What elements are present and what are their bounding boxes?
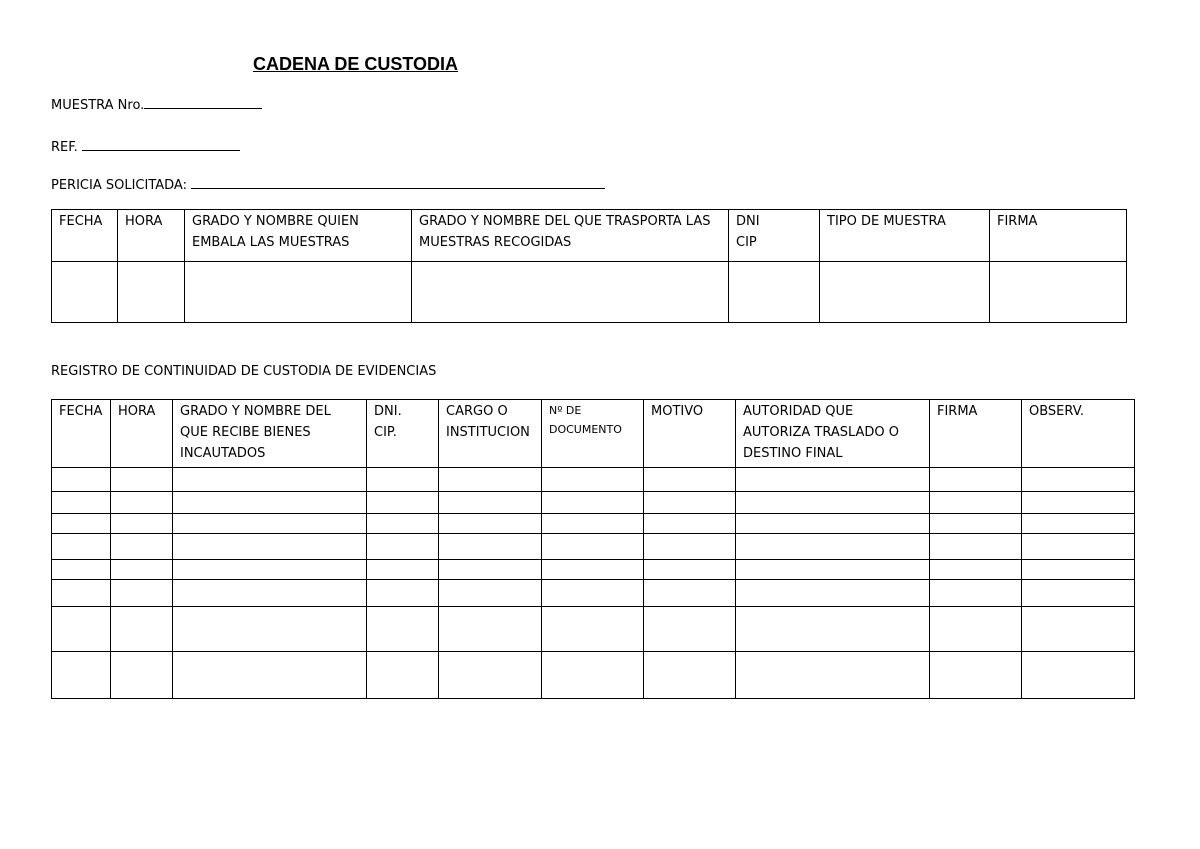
table-cell[interactable] <box>1022 652 1135 699</box>
table-cell[interactable] <box>930 607 1022 652</box>
table-cell[interactable] <box>990 262 1127 323</box>
table-cell[interactable] <box>542 580 644 607</box>
document-title: CADENA DE CUSTODIA <box>253 54 459 74</box>
table-cell[interactable] <box>439 560 542 580</box>
table-cell[interactable] <box>542 514 644 534</box>
custodia-table-body <box>52 468 1135 699</box>
table-cell[interactable] <box>52 560 111 580</box>
table-row <box>52 468 1135 492</box>
table-cell[interactable] <box>644 652 736 699</box>
table-cell[interactable] <box>52 607 111 652</box>
table-cell[interactable] <box>930 534 1022 560</box>
header-documento: Nº DE DOCUMENTO <box>542 400 644 468</box>
table-cell[interactable] <box>52 468 111 492</box>
table-cell[interactable] <box>111 492 173 514</box>
table-row <box>52 560 1135 580</box>
pericia-field <box>51 175 605 193</box>
table-row <box>52 607 1135 652</box>
table-cell[interactable] <box>367 580 439 607</box>
header-fecha: FECHA <box>52 210 118 262</box>
pericia-blank[interactable] <box>191 175 605 189</box>
table-cell[interactable] <box>173 534 367 560</box>
table-cell[interactable] <box>1022 580 1135 607</box>
table-cell[interactable] <box>1022 468 1135 492</box>
table-cell[interactable] <box>111 468 173 492</box>
table-cell[interactable] <box>1022 560 1135 580</box>
table-cell[interactable] <box>439 534 542 560</box>
table-cell[interactable] <box>729 262 820 323</box>
table-cell[interactable] <box>542 652 644 699</box>
table-cell[interactable] <box>644 492 736 514</box>
table-row <box>52 534 1135 560</box>
table-row <box>52 492 1135 514</box>
table-cell[interactable] <box>736 492 930 514</box>
header-hora: HORA <box>118 210 185 262</box>
table-cell[interactable] <box>52 262 118 323</box>
table-cell[interactable] <box>736 534 930 560</box>
table-cell[interactable] <box>367 468 439 492</box>
table-cell[interactable] <box>930 580 1022 607</box>
table-cell[interactable] <box>644 534 736 560</box>
header-observ: OBSERV. <box>1022 400 1135 468</box>
table-cell[interactable] <box>542 492 644 514</box>
table-cell[interactable] <box>736 607 930 652</box>
ref-blank[interactable] <box>82 137 240 151</box>
header-fecha: FECHA <box>52 400 111 468</box>
header-transporta: GRADO Y NOMBRE DEL QUE TRASPORTA LAS MUESTRAS RECOGIDAS <box>412 210 729 262</box>
header-motivo: MOTIVO <box>644 400 736 468</box>
table-row <box>52 514 1135 534</box>
table-cell[interactable] <box>185 262 412 323</box>
table-cell[interactable] <box>439 468 542 492</box>
table-cell[interactable] <box>439 652 542 699</box>
table-cell[interactable] <box>52 652 111 699</box>
table-cell[interactable] <box>1022 514 1135 534</box>
header-firma: FIRMA <box>990 210 1127 262</box>
table-cell[interactable] <box>542 607 644 652</box>
table-cell[interactable] <box>367 607 439 652</box>
section-title: REGISTRO DE CONTINUIDAD DE CUSTODIA DE EVIDENCIAS <box>51 364 437 379</box>
table-cell[interactable] <box>118 262 185 323</box>
muestra-label: MUESTRA Nro. <box>51 98 145 113</box>
table-cell[interactable] <box>111 652 173 699</box>
table-cell[interactable] <box>736 514 930 534</box>
table-cell[interactable] <box>367 514 439 534</box>
table-cell[interactable] <box>820 262 990 323</box>
table-cell[interactable] <box>439 492 542 514</box>
table-cell[interactable] <box>542 534 644 560</box>
table-cell[interactable] <box>736 468 930 492</box>
table-cell[interactable] <box>1022 492 1135 514</box>
table-cell[interactable] <box>644 560 736 580</box>
table-cell[interactable] <box>173 514 367 534</box>
table-cell[interactable] <box>52 580 111 607</box>
header-embala: GRADO Y NOMBRE QUIEN EMBALA LAS MUESTRAS <box>185 210 412 262</box>
header-hora: HORA <box>111 400 173 468</box>
table-row <box>52 652 1135 699</box>
header-dni: DNI. CIP. <box>367 400 439 468</box>
table-cell[interactable] <box>52 514 111 534</box>
table-cell[interactable] <box>367 534 439 560</box>
pericia-label: PERICIA SOLICITADA: <box>51 178 187 193</box>
header-dni: DNI CIP <box>729 210 820 262</box>
table-cell[interactable] <box>173 560 367 580</box>
header-firma: FIRMA <box>930 400 1022 468</box>
table-cell[interactable] <box>644 468 736 492</box>
header-recibe: GRADO Y NOMBRE DEL QUE RECIBE BIENES INCAUTADOS <box>173 400 367 468</box>
header-tipo-muestra: TIPO DE MUESTRA <box>820 210 990 262</box>
table-cell[interactable] <box>736 580 930 607</box>
table-cell[interactable] <box>930 652 1022 699</box>
table-cell[interactable] <box>439 580 542 607</box>
header-cargo: CARGO O INSTITUCION <box>439 400 542 468</box>
muestra-blank[interactable] <box>144 95 262 109</box>
table-cell[interactable] <box>367 652 439 699</box>
table-row <box>52 580 1135 607</box>
table-cell[interactable] <box>173 468 367 492</box>
table-cell[interactable] <box>644 514 736 534</box>
table-cell[interactable] <box>930 514 1022 534</box>
muestra-field <box>51 95 262 113</box>
table-cell[interactable] <box>52 492 111 514</box>
ref-label: REF. <box>51 140 78 155</box>
header-autoridad: AUTORIDAD QUE AUTORIZA TRASLADO O DESTINO FINAL <box>736 400 930 468</box>
table-cell[interactable] <box>412 262 729 323</box>
table-row <box>52 262 1127 323</box>
table-cell[interactable] <box>439 607 542 652</box>
table-cell[interactable] <box>644 580 736 607</box>
table-cell[interactable] <box>644 607 736 652</box>
table-cell[interactable] <box>111 560 173 580</box>
table-cell[interactable] <box>439 514 542 534</box>
table-cell[interactable] <box>111 534 173 560</box>
table-cell[interactable] <box>930 492 1022 514</box>
table-cell[interactable] <box>111 607 173 652</box>
table-cell[interactable] <box>111 580 173 607</box>
table-cell[interactable] <box>542 560 644 580</box>
table-cell[interactable] <box>736 652 930 699</box>
custodia-table <box>51 399 1135 699</box>
ref-field <box>51 137 240 155</box>
table-cell[interactable] <box>111 514 173 534</box>
table-cell[interactable] <box>1022 534 1135 560</box>
table-cell[interactable] <box>173 652 367 699</box>
table-cell[interactable] <box>52 534 111 560</box>
table-header-row <box>52 400 1135 468</box>
table-cell[interactable] <box>930 560 1022 580</box>
table-cell[interactable] <box>367 492 439 514</box>
table-cell[interactable] <box>173 492 367 514</box>
table-cell[interactable] <box>367 560 439 580</box>
muestra-table <box>51 209 1127 323</box>
table-cell[interactable] <box>930 468 1022 492</box>
table-cell[interactable] <box>173 607 367 652</box>
table-cell[interactable] <box>542 468 644 492</box>
table-cell[interactable] <box>736 560 930 580</box>
table-header-row <box>52 210 1127 262</box>
table-cell[interactable] <box>1022 607 1135 652</box>
table-cell[interactable] <box>173 580 367 607</box>
